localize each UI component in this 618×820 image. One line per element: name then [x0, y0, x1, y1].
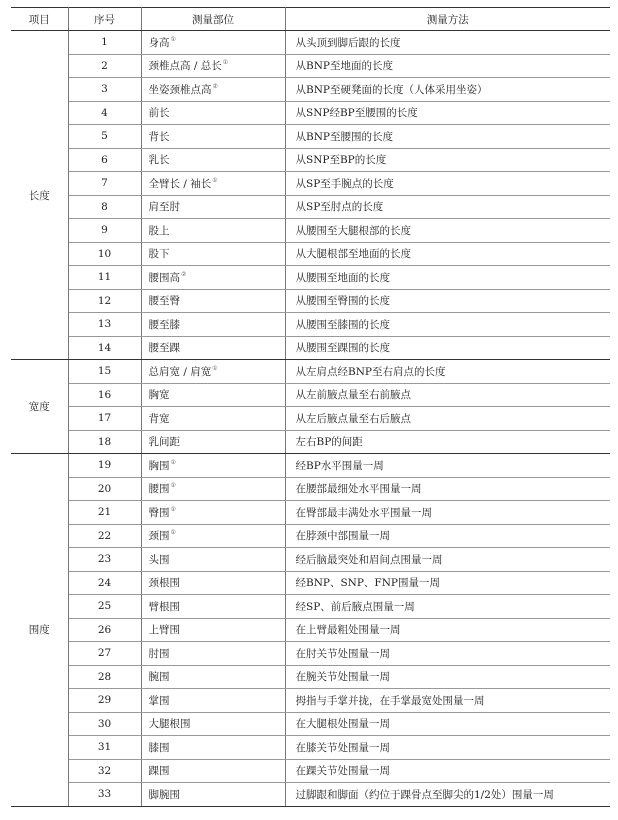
part-label: 身高	[148, 36, 170, 49]
part-cell	[141, 524, 285, 548]
row-index: 19	[68, 454, 141, 478]
part-label: 颈围	[148, 530, 170, 543]
row-index: 16	[68, 383, 141, 407]
row-index: 29	[68, 689, 141, 713]
table-row	[11, 454, 610, 478]
table-row	[11, 736, 610, 760]
method-cell: 从左后腋点量至右后腋点	[285, 407, 610, 431]
part-label: 肘围	[148, 647, 170, 660]
row-index: 5	[68, 125, 141, 149]
method-cell: 从BNP至腰围的长度	[285, 125, 610, 149]
part-label: 腰至膝	[148, 318, 180, 331]
table-row	[11, 595, 610, 619]
method-cell: 从SP至肘点的长度	[285, 195, 610, 219]
row-index: 11	[68, 266, 141, 290]
part-label: 踝围	[148, 765, 170, 778]
footnote-marker: ①	[170, 482, 176, 490]
method-cell: 从SP至手腕点的长度	[285, 172, 610, 196]
table-row	[11, 548, 610, 572]
table-row	[11, 242, 610, 266]
row-index: 3	[68, 78, 141, 102]
part-cell	[141, 665, 285, 689]
method-cell: 从腰围至大腿根部的长度	[285, 219, 610, 243]
footnote-marker: ①	[170, 35, 176, 43]
row-index: 20	[68, 477, 141, 501]
header-part: 测量部位	[141, 8, 285, 31]
table-row	[11, 336, 610, 360]
method-cell: 经BNP、SNP、FNP围量一周	[285, 571, 610, 595]
method-cell: 在大腿根处围量一周	[285, 712, 610, 736]
method-cell: 拇指与手掌并拢，在手掌最宽处围量一周	[285, 689, 610, 713]
footnote-marker: ①	[170, 529, 176, 537]
row-index: 24	[68, 571, 141, 595]
row-index: 18	[68, 430, 141, 454]
table-row	[11, 712, 610, 736]
part-label: 总肩宽 / 肩宽	[148, 365, 212, 378]
part-label: 肩至肘	[148, 201, 180, 214]
part-label: 背宽	[148, 412, 170, 425]
table-row	[11, 313, 610, 337]
method-cell: 从SNP至BP的长度	[285, 148, 610, 172]
part-label: 上臂围	[148, 624, 180, 637]
part-label: 坐姿颈椎点高	[148, 83, 212, 96]
part-label: 腰至踝	[148, 342, 180, 355]
part-label: 乳间距	[148, 436, 180, 449]
part-label: 腰至臀	[148, 295, 180, 308]
row-index: 2	[68, 54, 141, 78]
row-index: 28	[68, 665, 141, 689]
table-row	[11, 477, 610, 501]
method-cell: 在上臂最粗处围量一周	[285, 618, 610, 642]
method-cell: 在腕关节处围量一周	[285, 665, 610, 689]
row-index: 17	[68, 407, 141, 431]
row-index: 23	[68, 548, 141, 572]
part-cell	[141, 501, 285, 525]
part-cell	[141, 407, 285, 431]
method-cell: 经BP水平围量一周	[285, 454, 610, 478]
part-label: 颈椎点高 / 总长	[148, 60, 222, 73]
part-cell	[141, 125, 285, 149]
row-index: 8	[68, 195, 141, 219]
part-cell	[141, 618, 285, 642]
part-cell	[141, 266, 285, 290]
part-label: 颈根围	[148, 577, 180, 590]
part-label: 背长	[148, 130, 170, 143]
row-index: 30	[68, 712, 141, 736]
part-label: 脚腕围	[148, 788, 180, 801]
table-row	[11, 689, 610, 713]
row-index: 22	[68, 524, 141, 548]
part-cell	[141, 195, 285, 219]
row-index: 26	[68, 618, 141, 642]
method-cell: 从左肩点经BNP至右肩点的长度	[285, 360, 610, 384]
part-cell	[141, 313, 285, 337]
table-row	[11, 571, 610, 595]
part-label: 腰围	[148, 483, 170, 496]
table-row	[11, 101, 610, 125]
table-row	[11, 360, 610, 384]
part-cell	[141, 430, 285, 454]
footnote-marker: ②	[212, 82, 218, 90]
table-row	[11, 31, 610, 55]
table-row	[11, 430, 610, 454]
method-cell: 从大腿根部至地面的长度	[285, 242, 610, 266]
table-row	[11, 54, 610, 78]
part-cell	[141, 642, 285, 666]
table-row	[11, 759, 610, 783]
part-label: 膝围	[148, 741, 170, 754]
method-cell: 从SNP经BP至腰围的长度	[285, 101, 610, 125]
table-row	[11, 125, 610, 149]
row-index: 9	[68, 219, 141, 243]
footnote-marker: ①	[170, 458, 176, 466]
part-label: 股上	[148, 224, 170, 237]
part-cell	[141, 289, 285, 313]
part-label: 全臂长 / 袖长	[148, 177, 212, 190]
method-cell: 过脚跟和脚面（约位于踝骨点至脚尖的1/2处）围量一周	[285, 783, 610, 807]
header-method: 测量方法	[285, 8, 610, 31]
part-label: 胸宽	[148, 389, 170, 402]
method-cell: 从左前腋点量至右前腋点	[285, 383, 610, 407]
header-category: 项目	[11, 8, 68, 31]
row-index: 31	[68, 736, 141, 760]
table-row	[11, 148, 610, 172]
table-row	[11, 783, 610, 807]
part-cell	[141, 242, 285, 266]
method-cell: 经后脑最突处和眉间点围量一周	[285, 548, 610, 572]
part-cell	[141, 712, 285, 736]
part-cell	[141, 360, 285, 384]
method-cell: 在臀部最丰满处水平围量一周	[285, 501, 610, 525]
part-cell	[141, 383, 285, 407]
row-index: 1	[68, 31, 141, 55]
method-cell: 在脖颈中部围量一周	[285, 524, 610, 548]
method-cell: 从头顶到脚后跟的长度	[285, 31, 610, 55]
method-cell: 经SP、前后腋点围量一周	[285, 595, 610, 619]
method-cell: 左右BP的间距	[285, 430, 610, 454]
part-cell	[141, 454, 285, 478]
footnote-marker: ①	[212, 176, 218, 184]
row-index: 33	[68, 783, 141, 807]
row-index: 25	[68, 595, 141, 619]
footnote-marker: ①	[170, 505, 176, 513]
part-cell	[141, 548, 285, 572]
table-row	[11, 407, 610, 431]
part-label: 股下	[148, 248, 170, 261]
part-cell	[141, 54, 285, 78]
method-cell: 在膝关节处围量一周	[285, 736, 610, 760]
part-label: 头围	[148, 553, 170, 566]
row-index: 4	[68, 101, 141, 125]
part-label: 胸围	[148, 459, 170, 472]
table-row	[11, 383, 610, 407]
part-label: 臀围	[148, 506, 170, 519]
row-index: 13	[68, 313, 141, 337]
part-cell	[141, 736, 285, 760]
row-index: 27	[68, 642, 141, 666]
group-label-girth: 围度	[11, 454, 68, 807]
table-row	[11, 642, 610, 666]
row-index: 15	[68, 360, 141, 384]
part-cell	[141, 101, 285, 125]
part-cell	[141, 759, 285, 783]
part-cell	[141, 336, 285, 360]
row-index: 21	[68, 501, 141, 525]
measurement-table-container	[11, 7, 610, 807]
header-row	[11, 8, 610, 31]
part-cell	[141, 31, 285, 55]
part-cell	[141, 172, 285, 196]
method-cell: 从腰围至膝围的长度	[285, 313, 610, 337]
row-index: 32	[68, 759, 141, 783]
footnote-marker: ①	[222, 59, 229, 67]
group-label-width: 宽度	[11, 360, 68, 454]
part-label: 掌围	[148, 694, 170, 707]
part-cell	[141, 477, 285, 501]
footnote-marker: ②	[181, 270, 187, 278]
measurement-table	[11, 7, 610, 807]
method-cell: 从腰围至地面的长度	[285, 266, 610, 290]
method-cell: 在肘关节处围量一周	[285, 642, 610, 666]
table-header	[11, 8, 610, 31]
footnote-marker: ①	[212, 364, 218, 372]
row-index: 12	[68, 289, 141, 313]
method-cell: 在腰部最细处水平围量一周	[285, 477, 610, 501]
table-row	[11, 266, 610, 290]
table-row	[11, 195, 610, 219]
header-index: 序号	[68, 8, 141, 31]
part-cell	[141, 219, 285, 243]
table-body	[11, 31, 610, 807]
table-row	[11, 289, 610, 313]
table-row	[11, 618, 610, 642]
row-index: 14	[68, 336, 141, 360]
part-cell	[141, 595, 285, 619]
row-index: 10	[68, 242, 141, 266]
table-row	[11, 665, 610, 689]
table-row	[11, 524, 610, 548]
method-cell: 从腰围至臀围的长度	[285, 289, 610, 313]
part-label: 大腿根围	[148, 718, 191, 731]
method-cell: 从腰围至踝围的长度	[285, 336, 610, 360]
method-cell: 从BNP至地面的长度	[285, 54, 610, 78]
method-cell: 在踝关节处围量一周	[285, 759, 610, 783]
part-cell	[141, 571, 285, 595]
method-cell: 从BNP至硬凳面的长度（人体采用坐姿）	[285, 78, 610, 102]
table-row	[11, 172, 610, 196]
part-cell	[141, 783, 285, 807]
part-cell	[141, 689, 285, 713]
part-cell	[141, 78, 285, 102]
part-label: 臂根围	[148, 600, 180, 613]
part-label: 前长	[148, 107, 170, 120]
part-label: 腰围高	[148, 271, 180, 284]
group-label-length: 长度	[11, 31, 68, 360]
table-row	[11, 78, 610, 102]
part-label: 腕围	[148, 671, 170, 684]
row-index: 6	[68, 148, 141, 172]
part-label: 乳长	[148, 154, 170, 167]
table-row	[11, 501, 610, 525]
part-cell	[141, 148, 285, 172]
table-row	[11, 219, 610, 243]
row-index: 7	[68, 172, 141, 196]
